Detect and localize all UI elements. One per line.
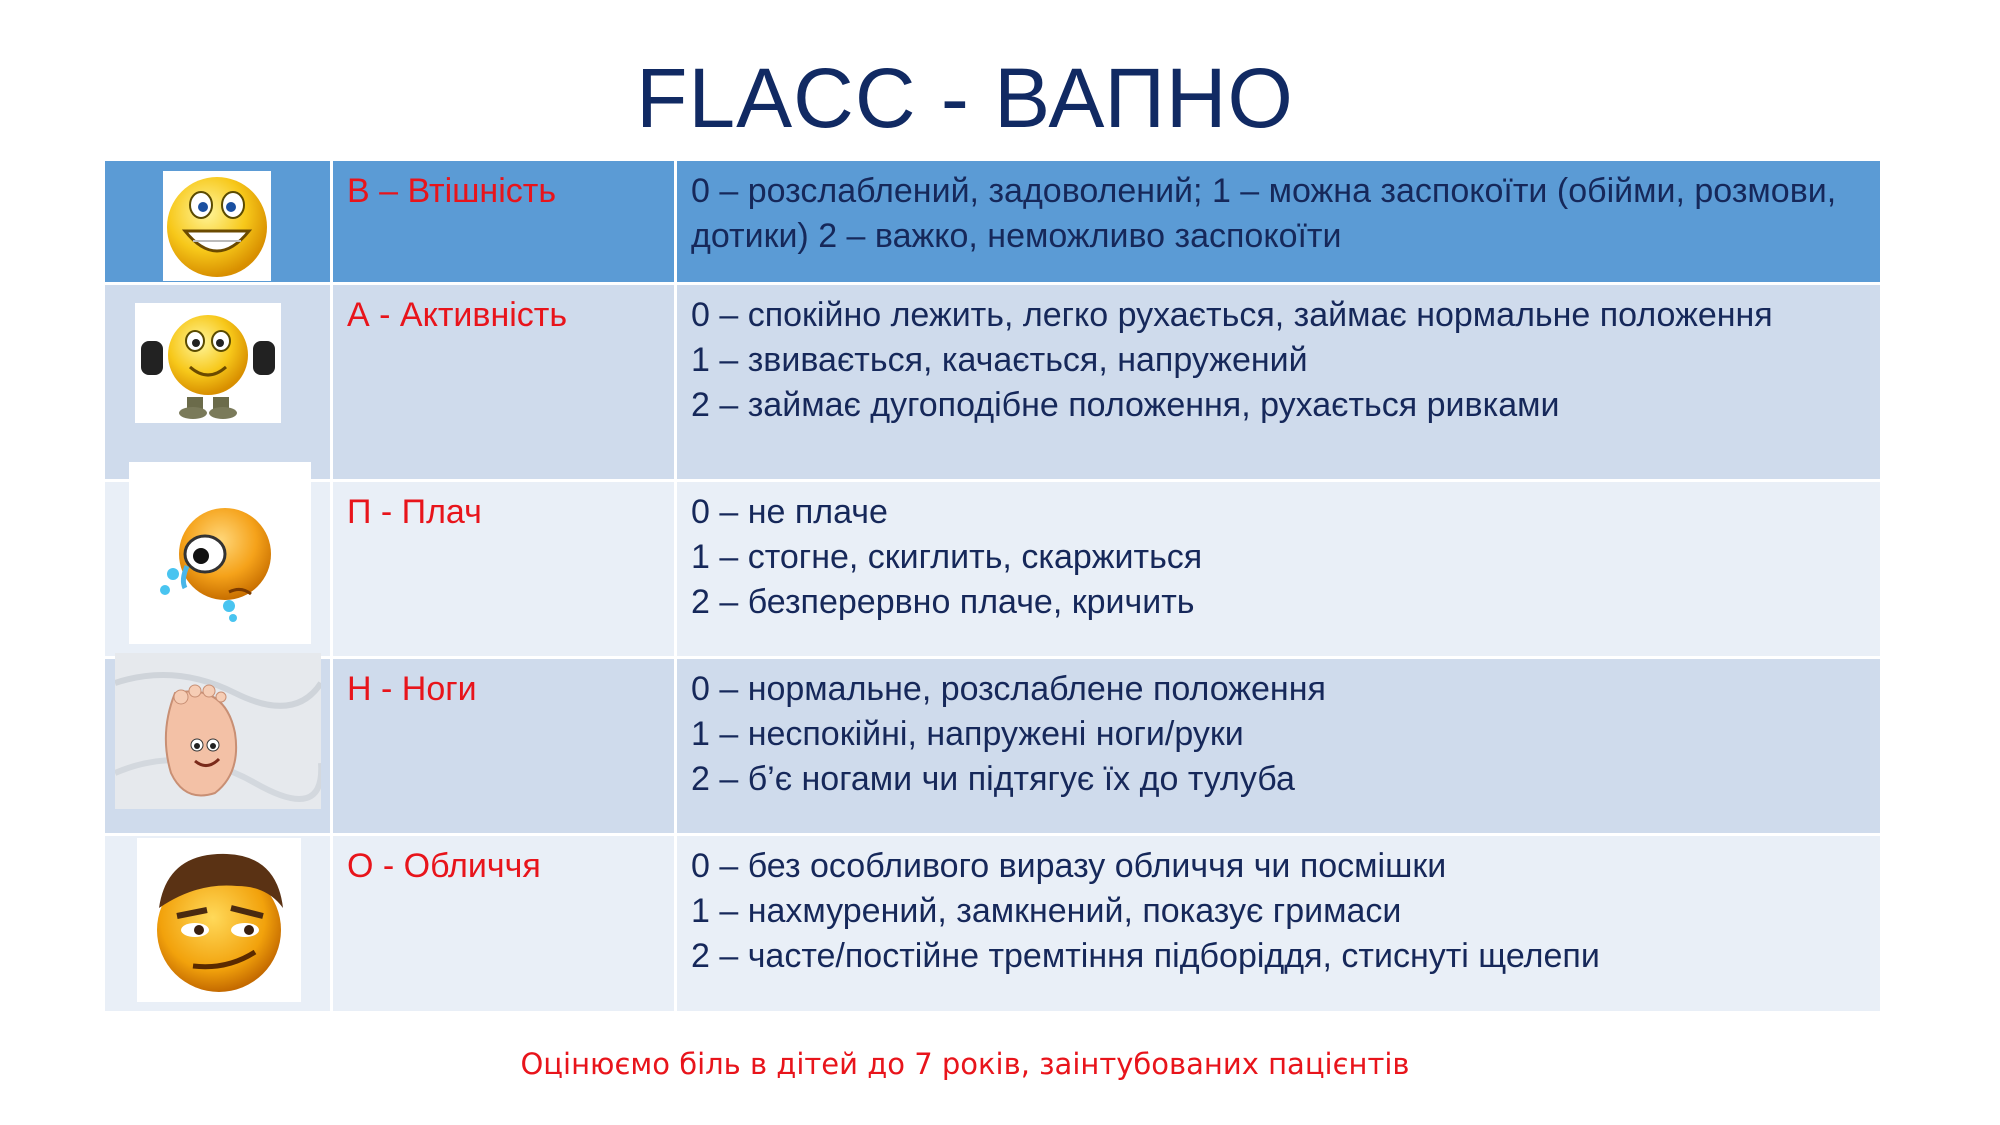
- flacc-table: [102, 158, 1883, 1014]
- icon-cell: [104, 658, 332, 835]
- smiley-lifting-dumbbells-icon: [135, 303, 281, 423]
- score-line: 1 – неспокійні, напружені ноги/руки: [691, 715, 1244, 753]
- table-row: [104, 658, 1882, 835]
- smirking-face-icon: [137, 838, 301, 1002]
- table-row: [104, 160, 1882, 284]
- score-line: 0 – нормальне, розслаблене положення: [691, 670, 1326, 708]
- icon-cell: [104, 835, 332, 1013]
- criterion-description: [676, 481, 1882, 658]
- footer-note: Оцінюємо біль в дітей до 7 років, заінтубованих пацієнтів: [520, 1047, 1410, 1081]
- table-row: [104, 284, 1882, 481]
- score-line: 1 – звивається, качається, напружений: [691, 341, 1308, 379]
- score-line: 0 – без особливого виразу обличчя чи посмішки: [691, 847, 1447, 885]
- table-row: [104, 835, 1882, 1013]
- score-line: 2 – часте/постійне тремтіння підборіддя, стиснуті щелепи: [691, 937, 1600, 975]
- score-line: 2 – займає дугоподібне положення, рухається ривками: [691, 386, 1560, 424]
- criterion-description: [676, 835, 1882, 1013]
- criterion-description: [676, 658, 1882, 835]
- criterion-label: А - Активність: [332, 284, 676, 481]
- score-line: 1 – стогне, скиглить, скаржиться: [691, 538, 1203, 576]
- icon-cell: [104, 160, 332, 284]
- crying-smiley-icon: [129, 462, 311, 644]
- criterion-label: П - Плач: [332, 481, 676, 658]
- criterion-label: В – Втішність: [332, 160, 676, 284]
- criterion-label: Н - Ноги: [332, 658, 676, 835]
- score-line: 0 – не плаче: [691, 493, 888, 531]
- score-line: 0 – розслаблений, задоволений; 1 – можна заспокоїти (обійми, розмови, дотики) 2 – важко, неможливо заспокоїти: [691, 172, 1837, 255]
- table-row: [104, 481, 1882, 658]
- score-line: 2 – б’є ногами чи підтягує їх до тулуба: [691, 760, 1295, 798]
- baby-foot-icon: [115, 653, 321, 809]
- criterion-label: О - Обличчя: [332, 835, 676, 1013]
- icon-cell: [104, 284, 332, 481]
- score-line: 0 – спокійно лежить, легко рухається, займає нормальне положення: [691, 296, 1773, 334]
- icon-cell: [104, 481, 332, 658]
- page-title: FLACC - ВАПНО: [636, 51, 1294, 145]
- criterion-description: [676, 160, 1882, 284]
- criterion-description: [676, 284, 1882, 481]
- grinning-smiley-icon: [163, 171, 271, 281]
- score-line: 2 – безперервно плаче, кричить: [691, 583, 1195, 621]
- score-line: 1 – нахмурений, замкнений, показує гримаси: [691, 892, 1402, 930]
